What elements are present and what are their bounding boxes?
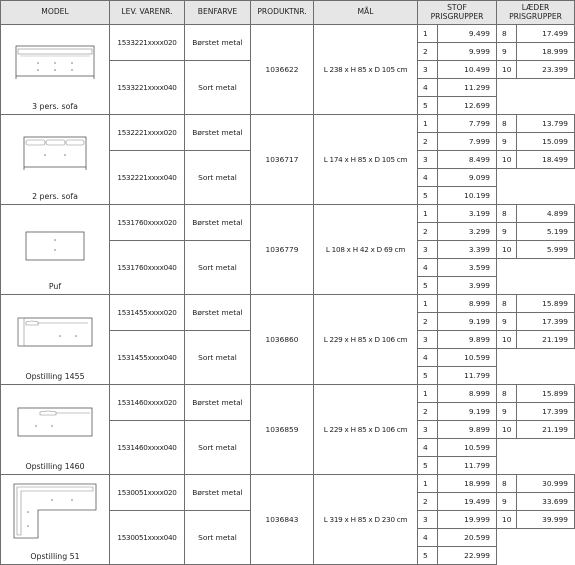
stof-price-cell: 9.099 [438, 169, 497, 187]
stof-price-cell: 7.799 [438, 115, 497, 133]
model-sketch [7, 390, 103, 452]
produktnr-cell: 1036860 [251, 295, 314, 385]
maal-cell: L 108 x H 42 x D 69 cm [314, 205, 418, 295]
laeder-empty-cell [497, 169, 575, 205]
model-cell [1, 205, 110, 295]
model-sketch [7, 480, 103, 542]
laeder-price-cell: 21.199 [517, 421, 575, 439]
model-cell [1, 295, 110, 385]
benfarve-cell: Sort metal [185, 511, 251, 565]
stof-group-cell: 4 [418, 349, 438, 367]
varenr-cell: 1532221xxxx020 [110, 115, 185, 151]
table-body [1, 25, 575, 565]
header-laeder [497, 1, 575, 25]
stof-group-cell: 1 [418, 205, 438, 223]
stof-group-cell: 1 [418, 25, 438, 43]
laeder-group-cell: 8 [497, 115, 517, 133]
laeder-price-cell: 4.899 [517, 205, 575, 223]
laeder-group-cell: 9 [497, 223, 517, 241]
produktnr-cell: 1036859 [251, 385, 314, 475]
varenr-cell: 1531760xxxx040 [110, 241, 185, 295]
varenr-cell: 1531455xxxx020 [110, 295, 185, 331]
laeder-empty-cell [497, 349, 575, 385]
maal-cell: L 229 x H 85 x D 106 cm [314, 385, 418, 475]
varenr-cell: 1533221xxxx020 [110, 25, 185, 61]
header-stof-line2: PRISGRUPPER [430, 11, 484, 21]
header-laeder-line2: PRISGRUPPER [509, 11, 562, 21]
stof-price-cell: 18.999 [438, 475, 497, 493]
table-row [1, 205, 575, 223]
laeder-group-cell: 8 [497, 295, 517, 313]
benfarve-cell: Sort metal [185, 61, 251, 115]
stof-price-cell: 10.599 [438, 439, 497, 457]
model-name: Opstilling 1455 [25, 372, 85, 381]
benfarve-cell: Sort metal [185, 331, 251, 385]
header-varenr: LEV. VARENR. [110, 1, 185, 25]
laeder-price-cell: 15.099 [517, 133, 575, 151]
laeder-price-cell: 15.899 [517, 385, 575, 403]
stof-group-cell: 4 [418, 79, 438, 97]
model-cell [1, 475, 110, 565]
stof-price-cell: 3.399 [438, 241, 497, 259]
stof-price-cell: 3.999 [438, 277, 497, 295]
table-row [1, 385, 575, 403]
varenr-cell: 1531460xxxx020 [110, 385, 185, 421]
stof-group-cell: 1 [418, 115, 438, 133]
header-model: MODEL [1, 1, 110, 25]
laeder-group-cell: 9 [497, 313, 517, 331]
laeder-price-cell: 15.899 [517, 295, 575, 313]
header-laeder-line1: LÆDER [521, 3, 550, 12]
stof-price-cell: 9.899 [438, 331, 497, 349]
stof-price-cell: 12.699 [438, 97, 497, 115]
model-name: Opstilling 51 [30, 552, 80, 561]
laeder-group-cell: 9 [497, 403, 517, 421]
laeder-group-cell: 8 [497, 25, 517, 43]
model-name: 3 pers. sofa [32, 102, 78, 111]
benfarve-cell: Børstet metal [185, 115, 251, 151]
benfarve-cell: Børstet metal [185, 205, 251, 241]
benfarve-cell: Børstet metal [185, 475, 251, 511]
stof-price-cell: 8.999 [438, 295, 497, 313]
produktnr-cell: 1036622 [251, 25, 314, 115]
laeder-price-cell: 18.999 [517, 43, 575, 61]
varenr-cell: 1532221xxxx040 [110, 151, 185, 205]
laeder-group-cell: 10 [497, 511, 517, 529]
stof-group-cell: 3 [418, 421, 438, 439]
stof-group-cell: 1 [418, 475, 438, 493]
stof-price-cell: 9.199 [438, 403, 497, 421]
header-stof-line1: STOF [447, 3, 467, 12]
header-maal: MÅL [314, 1, 418, 25]
stof-group-cell: 5 [418, 547, 438, 565]
maal-cell: L 174 x H 85 x D 105 cm [314, 115, 418, 205]
benfarve-cell: Børstet metal [185, 25, 251, 61]
stof-price-cell: 10.199 [438, 187, 497, 205]
stof-group-cell: 4 [418, 439, 438, 457]
laeder-group-cell: 10 [497, 421, 517, 439]
laeder-price-cell: 5.999 [517, 241, 575, 259]
maal-cell: L 238 x H 85 x D 105 cm [314, 25, 418, 115]
stof-group-cell: 5 [418, 97, 438, 115]
model-sketch [7, 210, 103, 272]
model-cell [1, 25, 110, 115]
stof-price-cell: 11.299 [438, 79, 497, 97]
laeder-price-cell: 13.799 [517, 115, 575, 133]
model-name: 2 pers. sofa [32, 192, 78, 201]
stof-group-cell: 3 [418, 241, 438, 259]
maal-cell: L 229 x H 85 x D 106 cm [314, 295, 418, 385]
laeder-price-cell: 5.199 [517, 223, 575, 241]
table-row [1, 115, 575, 133]
laeder-group-cell: 10 [497, 61, 517, 79]
produktnr-cell: 1036843 [251, 475, 314, 565]
laeder-empty-cell [497, 529, 575, 565]
laeder-group-cell: 10 [497, 241, 517, 259]
stof-group-cell: 5 [418, 277, 438, 295]
model-sketch [7, 30, 103, 92]
laeder-group-cell: 10 [497, 331, 517, 349]
stof-price-cell: 10.599 [438, 349, 497, 367]
laeder-price-cell: 23.399 [517, 61, 575, 79]
stof-price-cell: 9.999 [438, 43, 497, 61]
stof-group-cell: 2 [418, 223, 438, 241]
table-row [1, 295, 575, 313]
stof-group-cell: 3 [418, 61, 438, 79]
stof-price-cell: 3.199 [438, 205, 497, 223]
stof-group-cell: 1 [418, 295, 438, 313]
laeder-price-cell: 17.499 [517, 25, 575, 43]
benfarve-cell: Sort metal [185, 151, 251, 205]
stof-group-cell: 4 [418, 259, 438, 277]
laeder-group-cell: 10 [497, 151, 517, 169]
header-stof [418, 1, 497, 25]
stof-group-cell: 5 [418, 457, 438, 475]
stof-group-cell: 5 [418, 187, 438, 205]
stof-price-cell: 7.999 [438, 133, 497, 151]
stof-price-cell: 3.599 [438, 259, 497, 277]
varenr-cell: 1531460xxxx040 [110, 421, 185, 475]
laeder-price-cell: 18.499 [517, 151, 575, 169]
laeder-price-cell: 39.999 [517, 511, 575, 529]
benfarve-cell: Børstet metal [185, 295, 251, 331]
stof-group-cell: 1 [418, 385, 438, 403]
stof-group-cell: 4 [418, 529, 438, 547]
laeder-group-cell: 9 [497, 43, 517, 61]
laeder-price-cell: 21.199 [517, 331, 575, 349]
stof-price-cell: 11.799 [438, 457, 497, 475]
laeder-price-cell: 33.699 [517, 493, 575, 511]
laeder-group-cell: 8 [497, 385, 517, 403]
model-name: Puf [48, 282, 62, 291]
model-cell [1, 385, 110, 475]
laeder-empty-cell [497, 259, 575, 295]
table-row [1, 475, 575, 493]
produktnr-cell: 1036717 [251, 115, 314, 205]
maal-cell: L 319 x H 85 x D 230 cm [314, 475, 418, 565]
stof-group-cell: 2 [418, 133, 438, 151]
header-produktnr: PRODUKTNR. [251, 1, 314, 25]
stof-group-cell: 3 [418, 151, 438, 169]
table-row [1, 25, 575, 43]
produktnr-cell: 1036779 [251, 205, 314, 295]
benfarve-cell: Sort metal [185, 421, 251, 475]
laeder-group-cell: 9 [497, 133, 517, 151]
stof-price-cell: 19.499 [438, 493, 497, 511]
stof-group-cell: 3 [418, 511, 438, 529]
stof-price-cell: 9.899 [438, 421, 497, 439]
stof-group-cell: 2 [418, 493, 438, 511]
stof-price-cell: 20.599 [438, 529, 497, 547]
header-benfarve: BENFARVE [185, 1, 251, 25]
model-sketch [7, 120, 103, 182]
stof-group-cell: 2 [418, 43, 438, 61]
model-sketch [7, 300, 103, 362]
laeder-price-cell: 17.399 [517, 403, 575, 421]
stof-group-cell: 2 [418, 313, 438, 331]
model-cell [1, 115, 110, 205]
benfarve-cell: Børstet metal [185, 385, 251, 421]
stof-price-cell: 11.799 [438, 367, 497, 385]
laeder-group-cell: 8 [497, 475, 517, 493]
varenr-cell: 1530051xxxx020 [110, 475, 185, 511]
stof-price-cell: 3.299 [438, 223, 497, 241]
stof-price-cell: 22.999 [438, 547, 497, 565]
stof-price-cell: 8.999 [438, 385, 497, 403]
stof-price-cell: 19.999 [438, 511, 497, 529]
stof-group-cell: 4 [418, 169, 438, 187]
benfarve-cell: Sort metal [185, 241, 251, 295]
varenr-cell: 1533221xxxx040 [110, 61, 185, 115]
stof-price-cell: 9.499 [438, 25, 497, 43]
laeder-empty-cell [497, 439, 575, 475]
varenr-cell: 1530051xxxx040 [110, 511, 185, 565]
model-name: Opstilling 1460 [25, 462, 85, 471]
laeder-group-cell: 9 [497, 493, 517, 511]
laeder-price-cell: 30.999 [517, 475, 575, 493]
laeder-group-cell: 8 [497, 205, 517, 223]
stof-price-cell: 10.499 [438, 61, 497, 79]
stof-group-cell: 5 [418, 367, 438, 385]
header-row [1, 1, 575, 25]
stof-price-cell: 9.199 [438, 313, 497, 331]
stof-group-cell: 2 [418, 403, 438, 421]
stof-price-cell: 8.499 [438, 151, 497, 169]
varenr-cell: 1531455xxxx040 [110, 331, 185, 385]
varenr-cell: 1531760xxxx020 [110, 205, 185, 241]
laeder-empty-cell [497, 79, 575, 115]
stof-group-cell: 3 [418, 331, 438, 349]
laeder-price-cell: 17.399 [517, 313, 575, 331]
